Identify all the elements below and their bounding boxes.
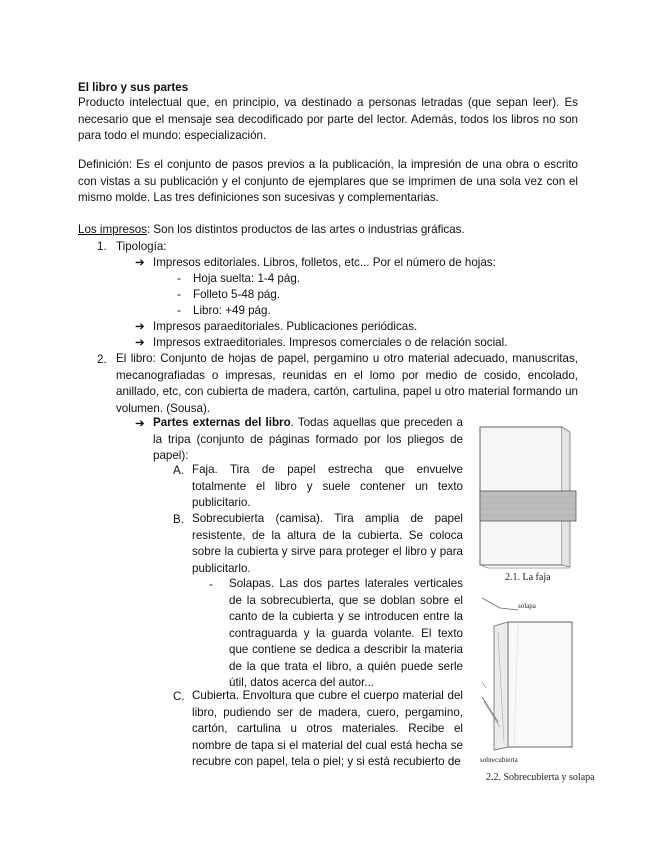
list-number-2: 2.: [97, 353, 107, 366]
impresos-heading: [78, 223, 465, 237]
dash-icon: -: [177, 288, 181, 301]
sub-hoja-suelta: Hoja suelta: 1-4 pág.: [193, 272, 300, 285]
arrow-icon: ➔: [135, 417, 145, 430]
sub-folleto: Folleto 5-48 pág.: [193, 288, 281, 301]
part-cubierta: Cubierta. Envoltura que cubre el cuerpo material del libro, pudiendo ser de madera, cuero, pergamino, cartón, cartulina u otros materiales. Recibe el nombre de tapa si el material del cual está hecha se recubre con papel, tela o piel; y si está recubierto de: [192, 689, 463, 768]
sub-libro: Libro: +49 pág.: [193, 304, 271, 317]
partes-externas-title: Partes externas del libro: [153, 416, 291, 429]
solapa-label: solapa: [518, 602, 536, 610]
part-letter-a: A.: [173, 464, 184, 477]
impresos-term: Los impresos: [78, 223, 147, 236]
arrow-icon: ➔: [135, 320, 145, 333]
list-number-1: 1.: [97, 240, 107, 253]
dash-icon: -: [177, 304, 181, 317]
sobrecubierta-illustration: [478, 592, 583, 762]
part-sobrecubierta: Sobrecubierta (camisa). Tira amplia de papel resistente, de la altura de la cubierta. Se coloca sobre la cubierta y sirve para proteger el libro y para publicitarlo.: [192, 512, 463, 575]
intro-paragraph: Producto intelectual que, en principio, va destinado a personas letradas (que sepan leer). Es necesario que el mensaje sea decodificado por parte del lector. Además, todos los libros no son para todo el mundo: especialización.: [78, 96, 578, 142]
dash-icon: -: [209, 578, 213, 591]
definition-paragraph: Definición: Es el conjunto de pasos previos a la publicación, la impresión de una obra o escrito con vistas a su publicación y el conjunto de ejemplares que se imprimen de una sola vez con el mismo molde. Las tres definiciones son sucesivas y complementarias.: [78, 158, 578, 204]
sobrecubierta-label: sobrecubierta: [480, 756, 518, 764]
page-title: El libro y sus partes: [78, 81, 189, 94]
faja-illustration: [478, 425, 578, 570]
sobrecubierta-caption: 2.2. Sobrecubierta y solapa: [486, 772, 595, 783]
bullet-impresos-paraeditoriales: Impresos paraeditoriales. Publicaciones periódicas.: [153, 320, 418, 333]
part-letter-c: C.: [173, 690, 185, 703]
partes-externas: [153, 415, 463, 465]
impresos-rest: : Son los distintos productos de las artes o industrias gráficas.: [146, 223, 465, 236]
arrow-icon: ➔: [135, 336, 145, 349]
faja-caption: 2.1. La faja: [505, 572, 551, 583]
part-faja: Faja. Tira de papel estrecha que envuelve totalmente el libro y suele contener un texto publicitario.: [192, 463, 463, 509]
bullet-impresos-editoriales: Impresos editoriales. Libros, folletos, etc... Por el número de hojas:: [153, 256, 496, 269]
dash-icon: -: [177, 272, 181, 285]
partes-externas-desc: . Todas aquellas que preceden a la tripa (conjunto de páginas formado por los pliegos de papel):: [153, 416, 463, 462]
solapas-text: Solapas. Las dos partes laterales verticales de la sobrecubierta, que se doblan sobre el canto de la cubierta y se introducen entre la contraguarda y la guarda volante. El texto que contiene se dedica a describir la materia de la que trata el libro, a quién puede serle útil, datos acerca del autor...: [229, 577, 463, 689]
tipologia-label: Tipología:: [116, 240, 167, 253]
part-letter-b: B.: [173, 513, 184, 526]
libro-definition: El libro: Conjunto de hojas de papel, pergamino u otro material adecuado, manuscritas, mecanografiadas o impresas, reunidas en el lomo por medio de cosido, encolado, anillado, etc, con cubierta de madera, cartón, cartulina, papel u otro material formando un volumen. (Sousa).: [116, 352, 578, 415]
arrow-icon: ➔: [135, 256, 145, 269]
bullet-impresos-extraeditoriales: Impresos extraeditoriales. Impresos comerciales o de relación social.: [153, 336, 508, 349]
